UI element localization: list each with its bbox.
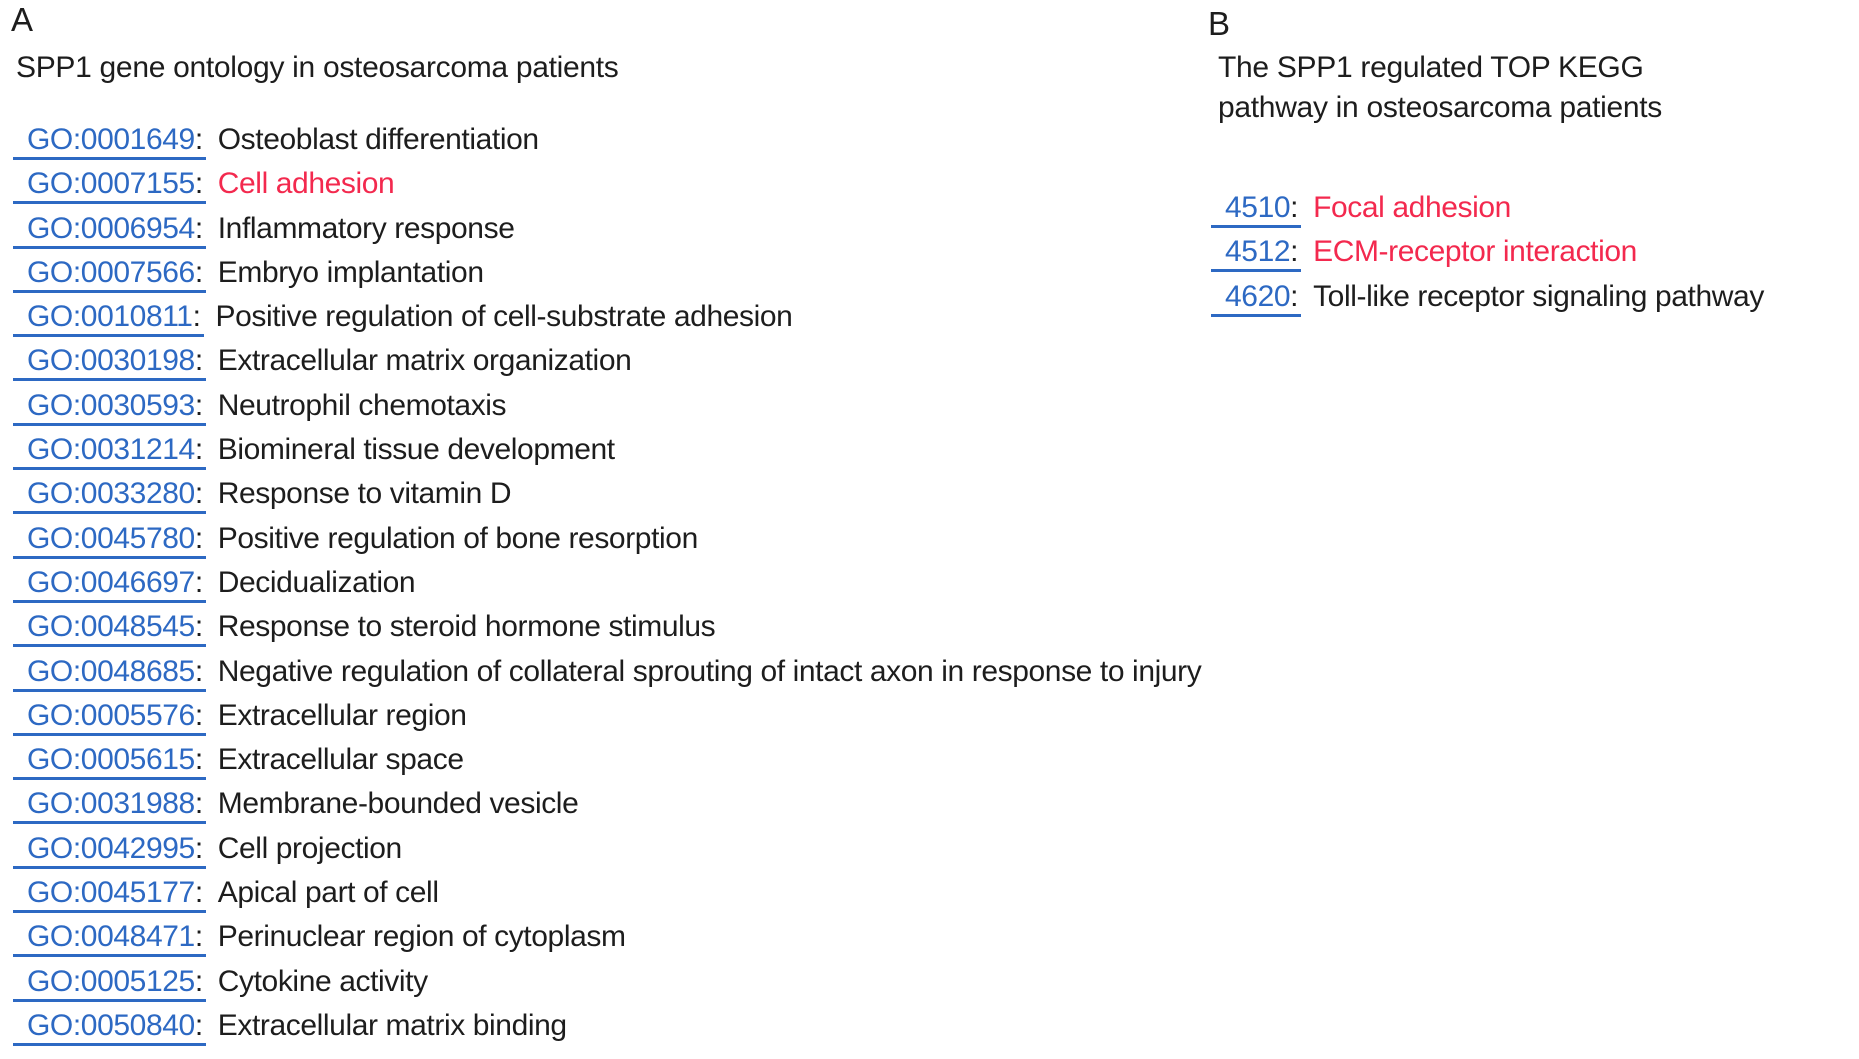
- term-id-link[interactable]: 4512: [1225, 235, 1291, 269]
- colon-separator: :: [194, 388, 203, 422]
- term-link-underline: [13, 433, 206, 470]
- go-term-row: [13, 295, 1201, 339]
- panel-a-title: SPP1 gene ontology in osteosarcoma patients: [16, 51, 619, 84]
- go-term-row: [13, 960, 1201, 1004]
- term-link-underline: [13, 256, 206, 293]
- term-description: Extracellular matrix organization: [217, 344, 632, 378]
- colon-separator: :: [194, 211, 203, 245]
- term-id-link[interactable]: 4620: [1225, 279, 1291, 313]
- colon-separator: :: [194, 831, 203, 865]
- term-description: Extracellular matrix binding: [217, 1008, 567, 1042]
- go-term-row: [13, 517, 1201, 561]
- term-id-link[interactable]: GO:0046697: [27, 565, 195, 599]
- term-id-link[interactable]: GO:0033280: [27, 477, 195, 511]
- term-id-link[interactable]: GO:0048685: [27, 654, 195, 688]
- term-link-underline: [1211, 191, 1301, 228]
- colon-separator: :: [194, 123, 203, 156]
- term-description: Cell adhesion: [217, 167, 395, 201]
- colon-separator: :: [194, 743, 203, 777]
- colon-separator: :: [194, 1008, 203, 1042]
- term-id-link[interactable]: GO:0006954: [27, 211, 195, 245]
- term-id-link[interactable]: GO:0048471: [27, 920, 195, 954]
- term-description: Decidualization: [217, 565, 416, 599]
- term-link-underline: [13, 300, 204, 337]
- term-description: Extracellular region: [217, 698, 467, 732]
- term-description: Membrane-bounded vesicle: [217, 787, 579, 821]
- term-link-underline: [13, 699, 206, 736]
- colon-separator: :: [194, 477, 203, 511]
- term-description: Cell projection: [217, 831, 402, 865]
- term-description: Perinuclear region of cytoplasm: [217, 920, 626, 954]
- kegg-pathway-row: [1211, 275, 1764, 319]
- colon-separator: :: [1290, 191, 1299, 224]
- term-description: Response to vitamin D: [217, 477, 512, 511]
- term-link-underline: [13, 477, 206, 514]
- term-id-link[interactable]: GO:0050840: [27, 1008, 195, 1042]
- term-link-underline: [13, 522, 206, 559]
- go-term-row: [13, 694, 1201, 738]
- term-description: Biomineral tissue development: [217, 433, 615, 467]
- go-term-row: [13, 915, 1201, 959]
- colon-separator: :: [194, 610, 203, 644]
- term-description: Neutrophil chemotaxis: [217, 388, 507, 422]
- colon-separator: :: [194, 920, 203, 954]
- go-term-row: [13, 738, 1201, 782]
- term-id-link[interactable]: GO:0042995: [27, 831, 195, 865]
- term-description: Cytokine activity: [217, 964, 428, 998]
- go-term-list: [13, 118, 1201, 1048]
- panel-b-label: B: [1208, 5, 1230, 42]
- go-term-row: [13, 827, 1201, 871]
- term-description: Apical part of cell: [217, 876, 439, 910]
- term-link-underline: [13, 610, 206, 647]
- term-description: Response to steroid hormone stimulus: [217, 610, 716, 644]
- term-description: Focal adhesion: [1313, 191, 1511, 224]
- colon-separator: :: [1290, 235, 1299, 269]
- go-term-row: [13, 118, 1201, 162]
- go-term-row: [13, 561, 1201, 605]
- panel-a-label: A: [11, 1, 33, 38]
- term-link-underline: [1211, 280, 1301, 317]
- term-link-underline: [1211, 235, 1301, 272]
- colon-separator: :: [1290, 279, 1299, 313]
- kegg-pathway-list: [1211, 186, 1764, 319]
- go-term-row: [13, 384, 1201, 428]
- term-id-link[interactable]: 4510: [1225, 191, 1291, 224]
- term-id-link[interactable]: GO:0010811: [27, 300, 193, 334]
- term-id-link[interactable]: GO:0030593: [27, 388, 195, 422]
- term-link-underline: [13, 123, 206, 160]
- term-description: Inflammatory response: [217, 211, 515, 245]
- go-term-row: [13, 472, 1201, 516]
- term-id-link[interactable]: GO:0031214: [27, 433, 195, 467]
- term-description: Negative regulation of collateral sprouting of intact axon in response to injury: [217, 654, 1202, 688]
- colon-separator: :: [194, 167, 203, 201]
- term-id-link[interactable]: GO:0001649: [27, 123, 195, 156]
- go-term-row: [13, 650, 1201, 694]
- go-term-row: [13, 1004, 1201, 1048]
- colon-separator: :: [194, 964, 203, 998]
- go-term-row: [13, 428, 1201, 472]
- colon-separator: :: [194, 344, 203, 378]
- kegg-pathway-row: [1211, 186, 1764, 230]
- colon-separator: :: [194, 255, 203, 289]
- term-link-underline: [13, 965, 206, 1002]
- term-id-link[interactable]: GO:0045177: [27, 876, 195, 910]
- term-id-link[interactable]: GO:0005125: [27, 964, 195, 998]
- go-term-row: [13, 162, 1201, 206]
- colon-separator: :: [194, 787, 203, 821]
- colon-separator: :: [194, 654, 203, 688]
- go-term-row: [13, 251, 1201, 295]
- colon-separator: :: [192, 300, 201, 334]
- term-link-underline: [13, 566, 206, 603]
- colon-separator: :: [194, 521, 203, 555]
- term-id-link[interactable]: GO:0030198: [27, 344, 195, 378]
- term-link-underline: [13, 743, 206, 780]
- term-link-underline: [13, 655, 206, 692]
- term-link-underline: [13, 389, 206, 426]
- term-description: Positive regulation of cell-substrate adhesion: [215, 300, 793, 334]
- term-link-underline: [13, 1009, 206, 1046]
- go-term-row: [13, 207, 1201, 251]
- colon-separator: :: [194, 433, 203, 467]
- term-id-link[interactable]: GO:0045780: [27, 521, 195, 555]
- colon-separator: :: [194, 565, 203, 599]
- term-id-link[interactable]: GO:0007155: [27, 167, 195, 201]
- term-description: Toll-like receptor signaling pathway: [1313, 279, 1764, 313]
- go-term-row: [13, 871, 1201, 915]
- panel-b-title-line2: pathway in osteosarcoma patients: [1218, 91, 1662, 124]
- term-id-link[interactable]: GO:0005576: [27, 698, 195, 732]
- term-description: Extracellular space: [217, 743, 464, 777]
- term-link-underline: [13, 832, 206, 869]
- term-link-underline: [13, 344, 206, 381]
- term-link-underline: [13, 212, 206, 249]
- term-description: Osteoblast differentiation: [217, 123, 539, 156]
- term-link-underline: [13, 876, 206, 913]
- term-description: Embryo implantation: [217, 255, 484, 289]
- term-id-link[interactable]: GO:0031988: [27, 787, 195, 821]
- term-id-link[interactable]: GO:0048545: [27, 610, 195, 644]
- kegg-pathway-row: [1211, 230, 1764, 274]
- term-link-underline: [13, 920, 206, 957]
- go-term-row: [13, 605, 1201, 649]
- panel-b-title: [1218, 48, 1662, 128]
- term-link-underline: [13, 787, 206, 824]
- term-description: Positive regulation of bone resorption: [217, 521, 698, 555]
- go-term-row: [13, 782, 1201, 826]
- term-id-link[interactable]: GO:0007566: [27, 255, 195, 289]
- term-description: ECM-receptor interaction: [1313, 235, 1637, 269]
- term-id-link[interactable]: GO:0005615: [27, 743, 195, 777]
- go-term-row: [13, 339, 1201, 383]
- colon-separator: :: [194, 876, 203, 910]
- colon-separator: :: [194, 698, 203, 732]
- panel-b-title-line1: The SPP1 regulated TOP KEGG: [1218, 51, 1644, 84]
- term-link-underline: [13, 167, 206, 204]
